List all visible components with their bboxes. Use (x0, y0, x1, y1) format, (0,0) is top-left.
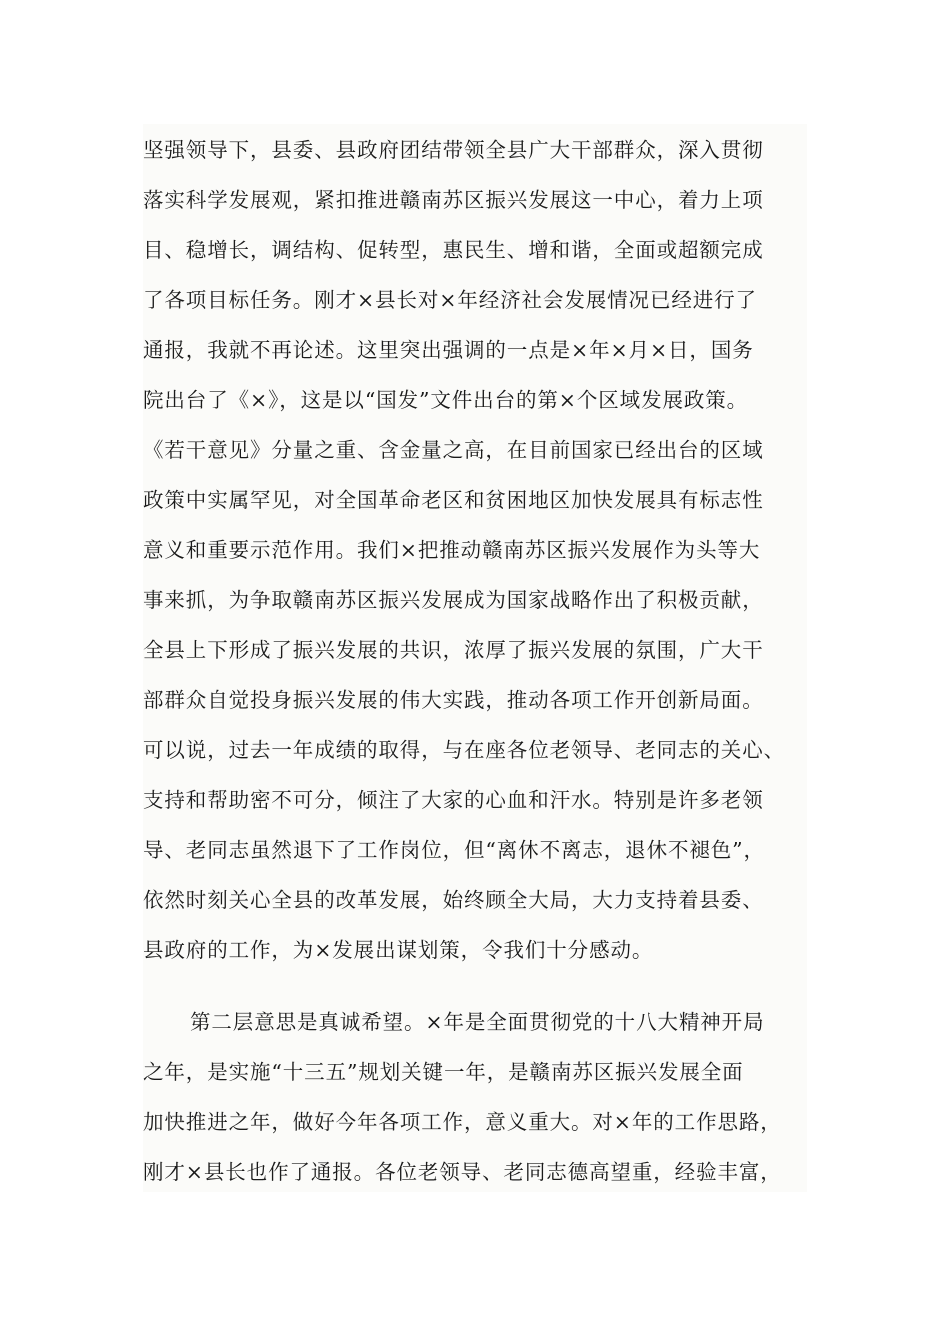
text-line: 落实科学发展观，紧扣推进赣南苏区振兴发展这一中心，着力上项 (143, 188, 764, 212)
text-line: 之年，是实施“十三五”规划关键一年，是赣南苏区振兴发展全面 (143, 1060, 744, 1084)
text-line: 事来抓，为争取赣南苏区振兴发展成为国家战略作出了积极贡献， (143, 588, 764, 612)
text-line: 意义和重要示范作用。我们×把推动赣南苏区振兴发展作为头等大 (143, 538, 761, 562)
text-line: 坚强领导下，县委、县政府团结带领全县广大干部群众，深入贯彻 (143, 138, 764, 162)
text-line: 可以说，过去一年成绩的取得，与在座各位老领导、老同志的关心、 (143, 738, 785, 762)
text-line: 了各项目标任务。刚才×县长对×年经济社会发展情况已经进行了 (143, 288, 757, 312)
text-line: 目、稳增长，调结构、促转型，惠民生、增和谐，全面或超额完成 (143, 238, 764, 262)
text-line: 院出台了《×》，这是以“国发”文件出台的第×个区域发展政策。 (143, 388, 749, 412)
text-line: 通报，我就不再论述。这里突出强调的一点是×年×月×日，国务 (143, 338, 754, 362)
text-line: 政策中实属罕见，对全国革命老区和贫困地区加快发展具有标志性 (143, 488, 764, 512)
text-line: 部群众自觉投身振兴发展的伟大实践，推动各项工作开创新局面。 (143, 688, 764, 712)
paragraph-first-line: 第二层意思是真诚希望。×年是全面贯彻党的十八大精神开局 (190, 1010, 765, 1034)
text-line: 导、老同志虽然退下了工作岗位，但“离休不离志，退休不褪色”， (143, 838, 765, 862)
text-line: 刚才×县长也作了通报。各位老领导、老同志德高望重，经验丰富， (143, 1160, 782, 1184)
text-line: 县政府的工作，为×发展出谋划策，令我们十分感动。 (143, 938, 654, 962)
text-line: 全县上下形成了振兴发展的共识，浓厚了振兴发展的氛围，广大干 (143, 638, 764, 662)
text-line: 支持和帮助密不可分，倾注了大家的心血和汗水。特别是许多老领 (143, 788, 764, 812)
text-line: 《若干意见》分量之重、含金量之高，在目前国家已经出台的区域 (143, 438, 764, 462)
text-line: 加快推进之年，做好今年各项工作，意义重大。对×年的工作思路， (143, 1110, 782, 1134)
text-line: 依然时刻关心全县的改革发展，始终顾全大局，大力支持着县委、 (143, 888, 764, 912)
